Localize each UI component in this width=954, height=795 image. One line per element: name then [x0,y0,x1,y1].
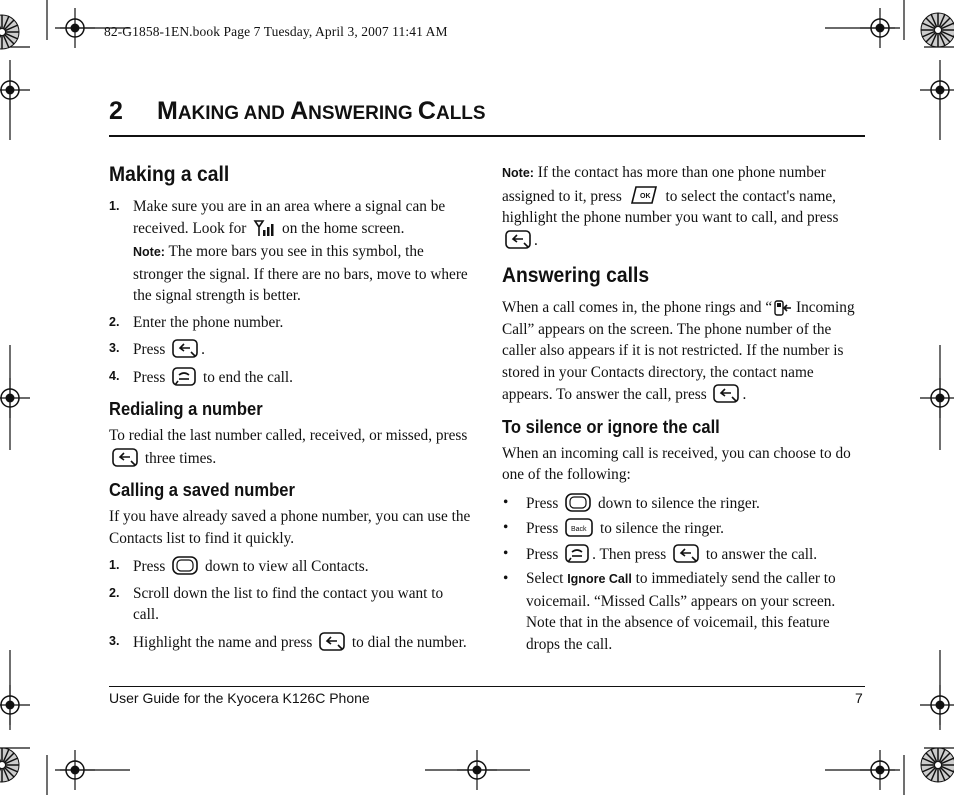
chapter-number: 2 [109,97,123,125]
send-key-icon [505,229,531,250]
list-item: 3. Press . [109,338,471,361]
registration-mark-icon [0,70,30,110]
color-wheel-icon [921,748,954,782]
registration-mark-icon [0,378,30,418]
list-item: 1. Make sure you are in an area where a signal can be received. Look for on the home screen. Note: The more bars you see in this symbol, the stronger the signal. If there are no bars, move to where the signal strength is better. [109,198,468,304]
footer-guide-title: User Guide for the Kyocera K126C Phone [109,690,370,706]
registration-mark-icon [860,8,900,48]
ok-key-icon [629,185,659,206]
left-column [109,162,471,658]
send-key-icon [319,631,345,652]
list-item: • Press to silence the ringer. [502,517,864,540]
list-item: • Select Ignore Call to immediately send the caller to voicemail. “Missed Calls” appears on your screen. Note that in the absence of voicemail, this feature drops the call. [502,568,864,655]
incoming-call-icon [772,297,792,317]
registration-mark-icon [860,750,900,790]
list-item: 3. Highlight the name and press to dial the number. [109,631,471,654]
section-heading-redialing: Redialing a number [109,399,263,419]
section-heading-saved-number: Calling a saved number [109,480,295,500]
registration-mark-icon [0,685,30,725]
registration-mark-icon [920,685,954,725]
send-key-icon [172,338,198,359]
nav-key-icon [172,555,198,576]
print-header: 82-G1858-1EN.book Page 7 Tuesday, April 3, 2007 11:41 AM [104,24,448,39]
nav-key-icon [565,492,591,513]
ignore-call-label: Ignore Call [567,572,632,586]
registration-mark-icon [457,750,497,790]
section-heading-answering: Answering calls [502,264,650,287]
send-key-icon [673,543,699,564]
registration-mark-icon [55,750,95,790]
redial-paragraph: To redial the last number called, received, or missed, press three times. [109,427,468,467]
end-key-icon [172,366,196,387]
silence-options-list [502,492,864,656]
footer-rule [109,686,865,687]
send-key-icon [713,383,739,404]
list-item: • Press down to silence the ringer. [502,492,864,515]
section-heading-making-call: Making a call [109,163,230,186]
color-wheel-icon [0,15,19,49]
list-item: 1. Press down to view all Contacts. [109,555,471,578]
color-wheel-icon [921,13,954,47]
registration-mark-icon [55,8,95,48]
end-key-icon [565,543,589,564]
list-item: 4. Press to end the call. [109,366,471,389]
color-wheel-icon [0,748,19,782]
saved-paragraph: If you have already saved a phone number, you can use the Contacts list to find it quickly. [109,508,471,547]
registration-mark-icon [920,378,954,418]
page-number: 7 [855,690,863,706]
chapter-title: 2 MAKING AND ANSWERING CALLS [109,97,486,125]
list-item: 2. Scroll down the list to find the contact you want to call. [109,584,444,623]
signal-bars-icon [253,218,275,238]
list-item: 2. Enter the phone number. [109,313,284,331]
silence-paragraph: When an incoming call is received, you can choose to do one of the following: [502,444,851,483]
contact-note: Note: If the contact has more than one phone number assigned to it, press to select the contact's name, highlight the phone number you want to call, and press . [502,164,839,249]
registration-mark-icon [920,70,954,110]
list-item: • Press . Then press to answer the call. [502,543,864,566]
chapter-rule [109,135,865,137]
back-key-icon [565,517,593,538]
section-heading-silence: To silence or ignore the call [502,416,720,437]
answering-paragraph: When a call comes in, the phone rings and “ Incoming Call” appears on the screen. The phone number of the caller also appears if it is not restricted. If the number is stored in your Contacts directory, the contact name appears. To answer the call, press . [502,299,855,403]
right-column [502,162,864,658]
send-key-icon [112,447,138,468]
